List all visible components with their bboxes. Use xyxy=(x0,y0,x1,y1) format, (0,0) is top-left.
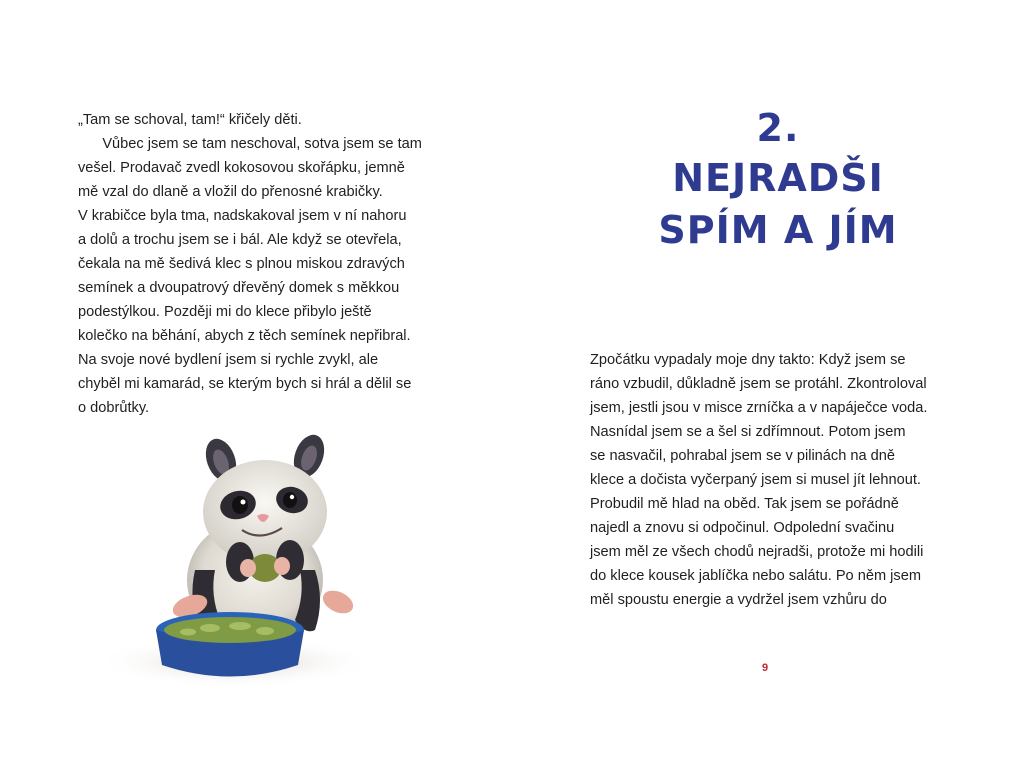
right-paragraph xyxy=(590,348,927,612)
hamster-illustration xyxy=(70,430,370,690)
hamster-eye xyxy=(283,492,297,508)
text-line: o dobrůtky. xyxy=(78,400,150,416)
text-line: „Tam se schoval, tam!“ křičely děti. xyxy=(78,112,302,128)
chapter-heading xyxy=(640,104,916,256)
text-line: čekala na mě šedivá klec s plnou miskou zdravých xyxy=(78,256,405,272)
left-paragraph xyxy=(78,108,422,420)
text-line: vešel. Prodavač zvedl kokosovou skořápku, jemně xyxy=(78,160,405,176)
text-line: Vůbec jsem se tam neschoval, sotva jsem se tam xyxy=(78,136,422,152)
text-line: Na svoje nové bydlení jsem si rychle zvykl, ale xyxy=(78,352,379,368)
text-line: jsem, jestli jsou v misce zrníčka a v napáječce voda. xyxy=(590,400,928,416)
text-line: Nasnídal jsem se a šel si zdřímnout. Potom jsem xyxy=(590,424,906,440)
chapter-title-line: SPÍM A JÍM xyxy=(658,208,898,252)
page-number: 9 xyxy=(762,662,769,674)
text-line: a dolů a trochu jsem se i bál. Ale když se otevřela, xyxy=(78,232,402,248)
chapter-number: 2. xyxy=(756,106,800,150)
text-line: Zpočátku vypadaly moje dny takto: Když jsem se xyxy=(590,352,906,368)
text-line: V krabičce byla tma, nadskakoval jsem v ní nahoru xyxy=(78,208,407,224)
text-line: ráno vzbudil, důkladně jsem se protáhl. Zkontroloval xyxy=(590,376,927,392)
text-line: podestýlkou. Později mi do klece přibylo ještě xyxy=(78,304,372,320)
hamster-foot xyxy=(319,586,356,618)
text-line: Probudil mě hlad na oběd. Tak jsem se pořádně xyxy=(590,496,899,512)
text-line: najedl a znovu si odpočinul. Odpolední svačinu xyxy=(590,520,895,536)
chapter-title-line: NEJRADŠI xyxy=(672,156,884,200)
text-line: semínek a dvoupatrový dřevěný domek s měkkou xyxy=(78,280,400,296)
text-line: měl spoustu energie a vydržel jsem vzhůru do xyxy=(590,592,887,608)
text-line: chyběl mi kamarád, se kterým bych si hrál a dělil se xyxy=(78,376,412,392)
text-line: do klece kousek jablíčka nebo salátu. Po něm jsem xyxy=(590,568,921,584)
hamster-eye xyxy=(232,496,248,514)
text-line: mě vzal do dlaně a vložil do přenosné krabičky. xyxy=(78,184,383,200)
text-line: se nasvačil, pohrabal jsem se v pilinách na dně xyxy=(590,448,896,464)
text-line: kolečko na běhání, abych z těch semínek nepřibral. xyxy=(78,328,411,344)
text-line: klece a dočista vyčerpaný jsem si musel jít lehnout. xyxy=(590,472,921,488)
text-line: jsem měl ze všech chodů nejradši, protože mi hodili xyxy=(590,544,924,560)
